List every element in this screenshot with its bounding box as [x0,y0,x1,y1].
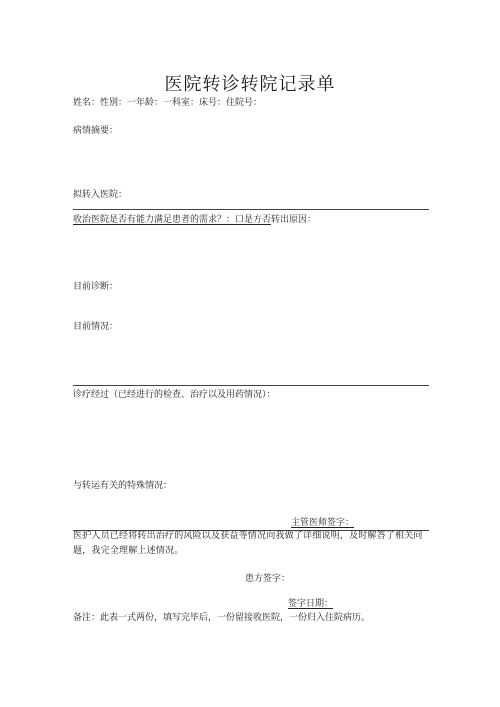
divider-line [73,385,429,386]
current-diagnosis-label: 目前诊断： [73,282,119,292]
divider-line [73,209,429,210]
current-condition-label: 目前情况： [73,322,119,332]
special-circumstances-label: 与转运有关的特殊情况： [73,481,173,491]
sign-date-label: 签字日期： [288,599,334,609]
transfer-reason-label: 转出原因： [271,215,317,225]
condition-summary-label: 病情摘要： [73,126,119,136]
target-hospital-label: 拟转入医院： [73,190,128,200]
consent-statement: 医护人员已经将转出治疗的风险以及获益等情况向我做了详细说明，及时解答了相关问题，我完全理解上述情况。 [73,531,423,556]
remarks-note: 备注：此表一式两份，填写完毕后，一份留接收医院，一份归入住院病历。 [73,613,371,623]
patient-info-line: 姓名：性别：一年龄：一科室：床号：住院号： [73,98,263,108]
page-title: 医院转诊转院记录单 [164,74,336,95]
capability-question: 收治医院是否有能力满足患者的需求？：口是方否 [73,215,272,225]
patient-signature-label: 患方签字： [245,574,291,584]
doctor-signature-label: 主管医师签字： [291,518,355,528]
treatment-history-label: 诊疗经过（已经进行的检查、治疗以及用药情况）： [73,390,276,400]
capability-question-row [73,214,316,226]
